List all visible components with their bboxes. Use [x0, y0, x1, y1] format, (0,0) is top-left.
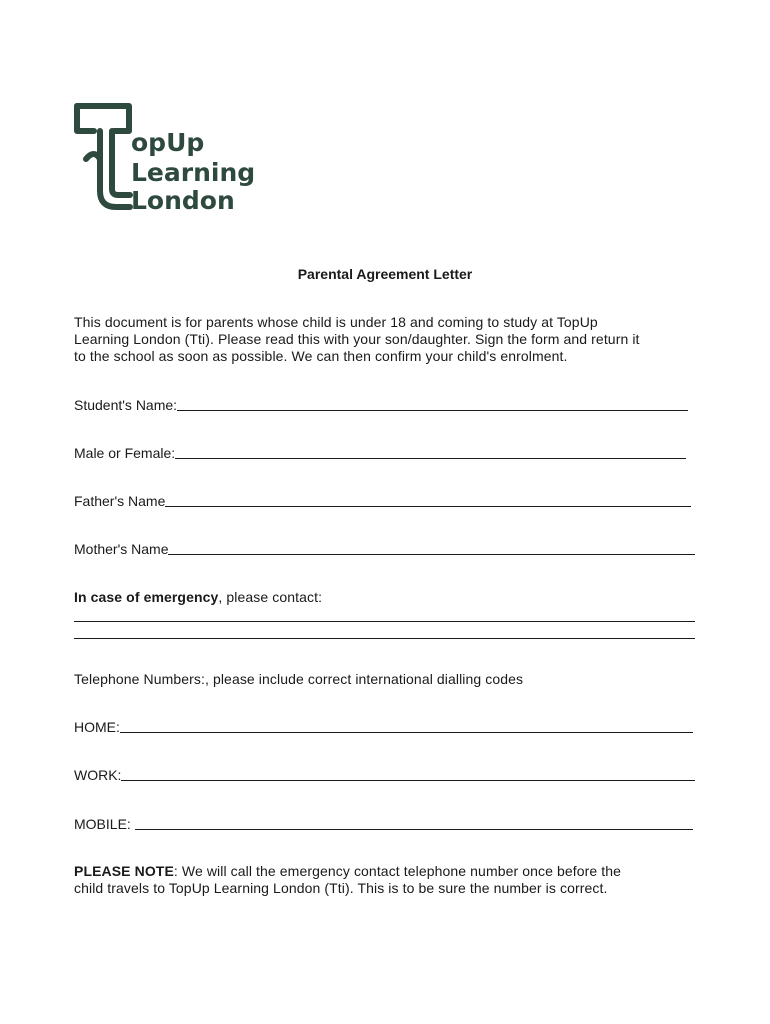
student-name-input-line[interactable]: [177, 396, 688, 411]
document-title: Parental Agreement Letter: [297, 266, 473, 282]
emergency-contact-line-2[interactable]: [74, 638, 695, 639]
gender-input-line[interactable]: [175, 444, 686, 459]
work-phone-field[interactable]: [74, 764, 695, 784]
mobile-label: MOBILE:: [74, 816, 135, 832]
father-name-field[interactable]: [74, 490, 691, 510]
emergency-rest: , please contact:: [218, 589, 323, 605]
emergency-bold: In case of emergency: [74, 589, 219, 605]
please-note-bold: PLEASE NOTE: [74, 863, 174, 879]
mobile-phone-field[interactable]: [74, 813, 693, 833]
emergency-heading: [74, 589, 704, 606]
home-label: HOME:: [74, 719, 120, 735]
intro-line: Learning London (Tti). Please read this with your son/daughter. Sign the form and return it: [74, 331, 640, 347]
work-input-line[interactable]: [121, 766, 695, 781]
mobile-input-line[interactable]: [135, 815, 693, 830]
work-label: WORK:: [74, 767, 122, 783]
logo-line-2: Learning: [131, 158, 256, 187]
please-note-rest: : We will call the emergency contact telephone number once before the: [173, 863, 622, 879]
student-name-label: Student's Name:: [74, 397, 178, 413]
telephone-intro: Telephone Numbers:, please include correct international dialling codes: [74, 671, 524, 687]
gender-field[interactable]: [74, 442, 686, 462]
intro-line: to the school as soon as possible. We can then confirm your child's enrolment.: [74, 348, 568, 364]
home-phone-field[interactable]: [74, 716, 693, 736]
logo-line-1: opUp: [131, 128, 205, 157]
intro-line: This document is for parents whose child is under 18 and coming to study at TopUp: [74, 314, 598, 330]
please-note-line-2: child travels to TopUp Learning London (Tti). This is to be sure the number is correct.: [74, 880, 608, 896]
mother-name-field[interactable]: [74, 538, 695, 558]
mother-name-label: Mother's Name: [74, 541, 169, 557]
intro-paragraph: [74, 314, 704, 365]
please-note: [74, 863, 704, 897]
father-name-input-line[interactable]: [165, 492, 691, 507]
please-note-line-1: [74, 863, 704, 880]
father-name-label: Father's Name: [74, 493, 166, 509]
gender-label: Male or Female:: [74, 445, 176, 461]
mother-name-input-line[interactable]: [168, 540, 695, 555]
topup-learning-london-logo: [74, 103, 264, 215]
emergency-contact-line-1[interactable]: [74, 621, 695, 622]
student-name-field[interactable]: [74, 394, 688, 414]
home-input-line[interactable]: [120, 718, 693, 733]
logo-line-3: London: [131, 186, 235, 215]
